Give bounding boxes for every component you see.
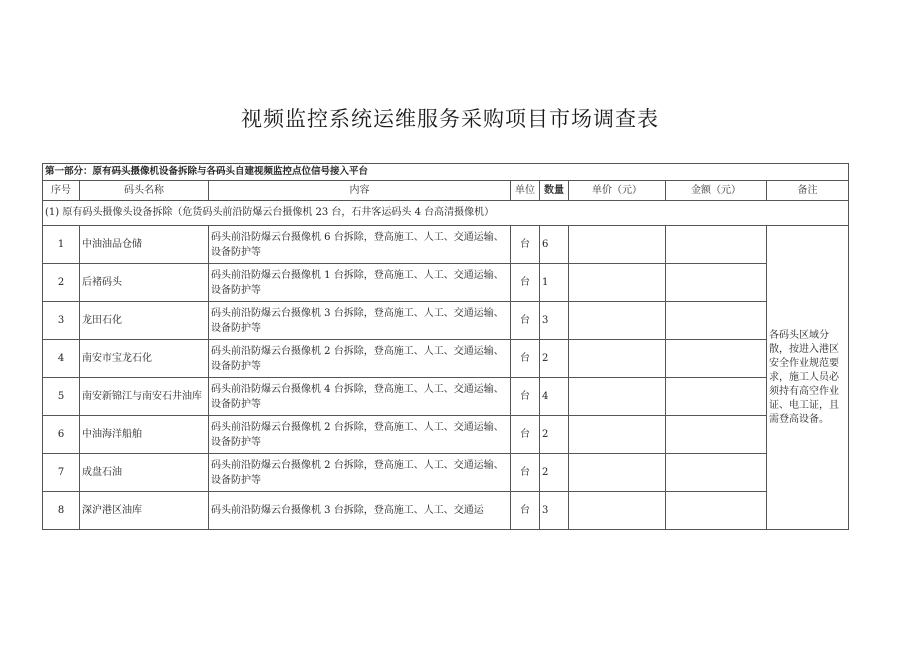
row-amount[interactable]: [666, 302, 767, 340]
header-unit: 单位: [511, 181, 540, 201]
row-quantity: 2: [540, 340, 569, 378]
row-unit-price[interactable]: [569, 264, 666, 302]
row-amount[interactable]: [666, 226, 767, 264]
table-row: [43, 378, 849, 416]
row-quantity: 2: [540, 416, 569, 454]
header-content: 内容: [209, 181, 511, 201]
table-row: [43, 454, 849, 492]
row-amount[interactable]: [666, 416, 767, 454]
table-row: [43, 226, 849, 264]
row-quantity: 3: [540, 492, 569, 530]
row-seq: 2: [43, 264, 80, 302]
row-dock-name: 成盘石油: [80, 454, 209, 492]
header-quantity: 数量: [540, 181, 569, 201]
row-dock-name: 中油油品仓储: [80, 226, 209, 264]
header-amount: 金额（元）: [666, 181, 767, 201]
row-dock-name: 后褚码头: [80, 264, 209, 302]
row-unit: 台: [511, 454, 540, 492]
remarks-cell: 各码头区域分散，按进入港区安全作业规范要求，施工人员必须持有高空作业证、电工证，且需登高设备。: [767, 226, 849, 530]
row-dock-name: 深沪港区油库: [80, 492, 209, 530]
row-seq: 4: [43, 340, 80, 378]
row-dock-name: 南安市宝龙石化: [80, 340, 209, 378]
row-unit: 台: [511, 378, 540, 416]
row-unit-price[interactable]: [569, 492, 666, 530]
table-row: [43, 492, 849, 530]
row-content: 码头前沿防爆云台摄像机 2 台拆除，登高施工、人工、交通运输、设备防护等: [209, 454, 511, 492]
row-amount[interactable]: [666, 492, 767, 530]
row-unit: 台: [511, 492, 540, 530]
row-content: 码头前沿防爆云台摄像机 6 台拆除，登高施工、人工、交通运输、设备防护等: [209, 226, 511, 264]
row-unit-price[interactable]: [569, 378, 666, 416]
row-quantity: 2: [540, 454, 569, 492]
row-amount[interactable]: [666, 454, 767, 492]
table-row: [43, 340, 849, 378]
header-unit-price: 单价（元）: [569, 181, 666, 201]
row-seq: 8: [43, 492, 80, 530]
row-unit-price[interactable]: [569, 416, 666, 454]
row-quantity: 6: [540, 226, 569, 264]
row-amount[interactable]: [666, 378, 767, 416]
row-seq: 7: [43, 454, 80, 492]
row-content: 码头前沿防爆云台摄像机 4 台拆除，登高施工、人工、交通运输、设备防护等: [209, 378, 511, 416]
row-unit-price[interactable]: [569, 302, 666, 340]
table-row: [43, 302, 849, 340]
row-dock-name: 中油海洋船舶: [80, 416, 209, 454]
row-content: 码头前沿防爆云台摄像机 3 台拆除，登高施工、人工、交通运输、设备防护等: [209, 302, 511, 340]
header-remarks: 备注: [767, 181, 849, 201]
row-unit: 台: [511, 264, 540, 302]
section-heading: (1) 原有码头摄像头设备拆除（危货码头前沿防爆云台摄像机 23 台，石井客运码头 4 台高清摄像机）: [43, 201, 849, 226]
row-dock-name: 龙田石化: [80, 302, 209, 340]
part-heading: 第一部分：原有码头摄像机设备拆除与各码头自建视频监控点位信号接入平台: [43, 164, 849, 181]
row-unit-price[interactable]: [569, 454, 666, 492]
table-row: [43, 264, 849, 302]
row-quantity: 1: [540, 264, 569, 302]
row-content: 码头前沿防爆云台摄像机 2 台拆除，登高施工、人工、交通运输、设备防护等: [209, 416, 511, 454]
header-dock-name: 码头名称: [80, 181, 209, 201]
row-amount[interactable]: [666, 340, 767, 378]
row-unit: 台: [511, 226, 540, 264]
table-row: [43, 416, 849, 454]
row-unit-price[interactable]: [569, 226, 666, 264]
row-unit: 台: [511, 302, 540, 340]
row-quantity: 3: [540, 302, 569, 340]
row-amount[interactable]: [666, 264, 767, 302]
row-unit: 台: [511, 416, 540, 454]
header-row: [43, 181, 849, 201]
row-unit: 台: [511, 340, 540, 378]
row-content: 码头前沿防爆云台摄像机 3 台拆除，登高施工、人工、交通运: [209, 492, 511, 530]
row-dock-name: 南安新锦江与南安石井油库: [80, 378, 209, 416]
survey-table: [42, 163, 849, 530]
row-seq: 1: [43, 226, 80, 264]
row-content: 码头前沿防爆云台摄像机 2 台拆除，登高施工、人工、交通运输、设备防护等: [209, 340, 511, 378]
row-unit-price[interactable]: [569, 340, 666, 378]
row-quantity: 4: [540, 378, 569, 416]
header-seq: 序号: [43, 181, 80, 201]
row-seq: 6: [43, 416, 80, 454]
row-content: 码头前沿防爆云台摄像机 1 台拆除，登高施工、人工、交通运输、设备防护等: [209, 264, 511, 302]
row-seq: 3: [43, 302, 80, 340]
row-seq: 5: [43, 378, 80, 416]
document-title: 视频监控系统运维服务采购项目市场调查表: [241, 107, 659, 131]
